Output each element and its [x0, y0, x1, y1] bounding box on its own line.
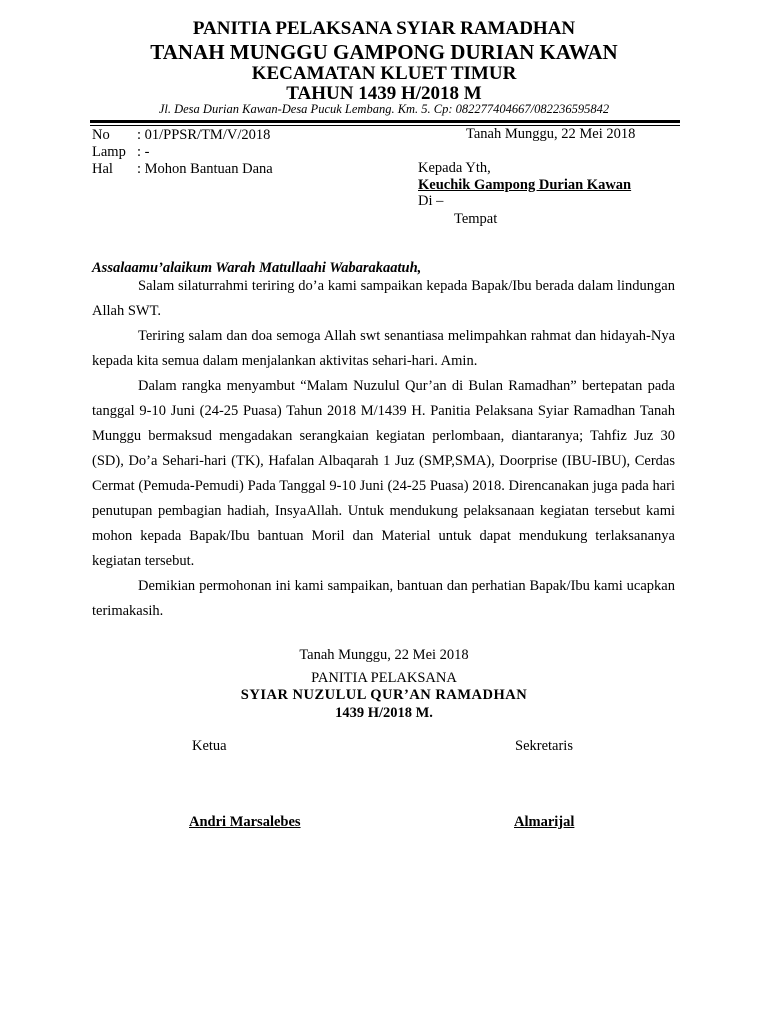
recipient-di: Di –	[418, 193, 444, 209]
meta-subject-label: Hal	[92, 161, 113, 177]
letterhead-committee: PANITIA PELAKSANA SYIAR RAMADHAN	[192, 18, 576, 39]
closing-org-line2: SYIAR NUZULUL QUR’AN RAMADHAN	[240, 687, 528, 703]
signature-role-secretary: Sekretaris	[515, 738, 573, 754]
meta-attachment-label: Lamp	[92, 144, 126, 160]
signature-name-chair: Andri Marsalebes	[189, 814, 301, 830]
closing-org-line3: 1439 H/2018 M.	[335, 705, 433, 721]
meta-number-label: No	[92, 127, 110, 143]
recipient-salutation: Kepada Yth,	[418, 160, 491, 176]
body-paragraph: Salam silaturrahmi teriring do’a kami sampaikan kepada Bapak/Ibu berada dalam lindungan Allah SWT.	[92, 278, 675, 319]
letterhead-divider-thick	[90, 120, 680, 123]
body-paragraph: Demikian permohonan ini kami sampaikan, bantuan dan perhatian Bapak/Ibu kami ucapkan terimakasih.	[92, 578, 675, 619]
closing-date: Tanah Munggu, 22 Mei 2018	[299, 647, 469, 663]
signature-name-secretary: Almarijal	[514, 814, 575, 830]
letterhead-year: TAHUN 1439 H/2018 M	[286, 83, 482, 104]
closing-org-line1: PANITIA PELAKSANA	[311, 670, 457, 686]
signature-role-chair: Ketua	[192, 738, 227, 754]
meta-number-value: : 01/PPSR/TM/V/2018	[137, 127, 271, 143]
meta-subject-value: : Mohon Bantuan Dana	[137, 161, 273, 177]
recipient-name: Keuchik Gampong Durian Kawan	[418, 177, 632, 193]
body-paragraph: Teriring salam dan doa semoga Allah swt senantiasa melimpahkan rahmat dan hidayah-Nya kepada kita semua dalam menjalankan aktivitas sehari-hari. Amin.	[92, 328, 675, 369]
letterhead-address: Jl. Desa Durian Kawan-Desa Pucuk Lembang. Km. 5. Cp: 082277404667/082236595842	[158, 102, 610, 116]
greeting: Assalaamu’alaikum Warah Matullaahi Wabarakaatuh,	[92, 260, 422, 276]
letterhead-village: TANAH MUNGGU GAMPONG DURIAN KAWAN	[150, 40, 618, 64]
letterhead-district: KECAMATAN KLUET TIMUR	[251, 63, 517, 84]
letter-body	[92, 274, 675, 624]
meta-attachment-value: : -	[137, 144, 150, 160]
recipient-place: Tempat	[454, 211, 498, 227]
letter-date: Tanah Munggu, 22 Mei 2018	[466, 126, 636, 142]
body-paragraph: Dalam rangka menyambut “Malam Nuzulul Qur’an di Bulan Ramadhan” bertepatan pada tanggal 9-10 Juni (24-25 Puasa) Tahun 2018 M/1439 H. Panitia Pelaksana Syiar Ramadhan Tanah Munggu bermaksud mengadakan serangkaian kegiatan perlombaan, diantaranya; Tahfiz Juz 30 (SD), Do’a Sehari-hari (TK), Hafalan Albaqarah 1 Juz (SMP,SMA), Doorprise (IBU-IBU), Cerdas Cermat (Pemuda-Pemudi) Pada Tanggal 9-10 Juni (24-25 Puasa) 2018. Direncanakan juga pada hari penutupan pembagian hadiah, InsyaAllah. Untuk mendukung pelaksanaan kegiatan tersebut kami mohon kepada Bapak/Ibu bantuan Moril dan Material untuk dapat mendukung terlaksananya kegiatan tersebut.	[92, 378, 675, 569]
